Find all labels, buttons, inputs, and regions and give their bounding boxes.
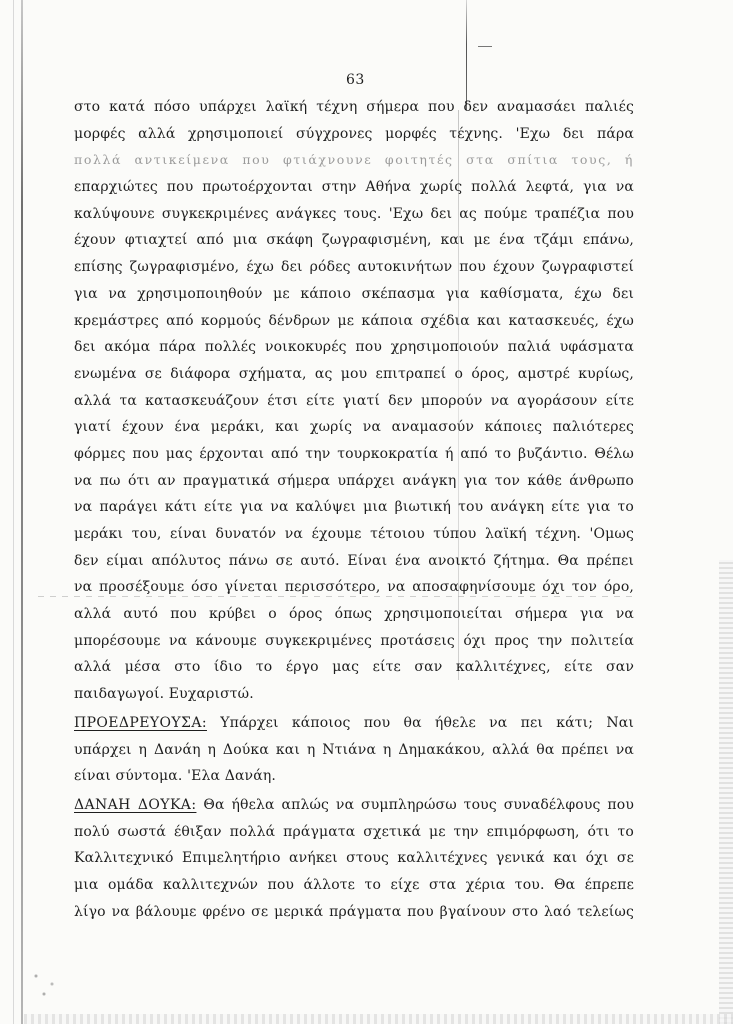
speaker-first-line: Θα ήθελα απλώς να συμπληρώσω τους συναδέλφους που <box>203 796 634 813</box>
text-line: αλλά τα κατασκευάζουν έτσι είτε γιατί δεν μπορούν να αγοράσουν είτε <box>74 392 634 409</box>
speaker-first-line: Υπάρχει κάποιος που θα ήθελε να πει κάτι; Ναι <box>220 714 634 731</box>
speaker-name: ΠΡΟΕΔΡΕΥΟΥΣΑ: <box>74 714 207 731</box>
text-line: να πω ότι αν πραγματικά σήμερα υπάρχει ανάγκη για τον κάθε άνθρωπο <box>74 472 634 489</box>
text-line: στο κατά πόσο υπάρχει λαϊκή τέχνη σήμερα που δεν αναμασάει παλιές <box>74 99 634 115</box>
page-number: 63 <box>346 72 365 88</box>
scan-noise-bottom <box>24 1014 733 1024</box>
speaker-name: ΔΑΝΑΗ ΔΟΥΚΑ: <box>74 796 197 813</box>
text-line: παιδαγωγοί. Ευχαριστώ. <box>74 686 254 703</box>
text-line: φόρμες που μας έρχονται από την τουρκοκρατία ή από το βυζάντιο. Θέλω <box>74 445 634 462</box>
text-line: μεράκι του, είναι δυνατόν να έχουμε τέτοιου τύπου λαϊκή τέχνη. 'Ομως <box>74 526 634 542</box>
scan-mark <box>478 46 492 47</box>
text-line-faded: πολλά αντικείμενα που φτιάχνουνε φοιτητές στα σπίτια τους, ή <box>74 152 634 168</box>
text-line: Καλλιτεχνικό Επιμελητήριο ανήκει στους καλλιτέχνες γενικά και όχι σε <box>74 850 634 867</box>
binding-margin-line <box>21 0 23 1024</box>
scan-specks <box>24 960 64 1000</box>
text-line: κρεμάστρες από κορμούς δένδρων με κάποια σχέδια και κατασκευές, έχω <box>74 312 634 329</box>
text-line: να προσέξουμε όσο γίνεται περισσότερο, να αποσαφηνίσουμε όχι τον όρο, <box>74 579 634 596</box>
text-line: επίσης ζωγραφισμένο, έχω δει ρόδες αυτοκινήτων που έχουν ζωγραφιστεί <box>74 259 634 276</box>
text-line: λίγο να βάλουμε φρένο σε μερικά πράγματα που βγαίνουν στο λαό τελείως <box>74 903 634 920</box>
text-line: δει ακόμα πάρα πολλές νοικοκυρές που χρησιμοποιούν παλιά υφάσματα <box>74 339 634 356</box>
text-line: πολύ σωστά έθιξαν πολλά πράγματα σχετικά με την επιμόρφωση, ότι το <box>74 823 634 840</box>
text-line: αλλά μέσα στο ίδιο το έργο μας είτε σαν καλλιτέχνες, είτε σαν <box>74 659 634 676</box>
text-line: αλλά αυτό που κρύβει ο όρος όπως χρησιμοποιείται σήμερα για να <box>74 606 634 623</box>
text-line: καλύψουνε συγκεκριμένες ανάγκες τους. 'Εχω δει ας πούμε τραπέζια που <box>74 205 634 222</box>
text-line: μια ομάδα καλλιτεχνών που άλλοτε το είχε στα χέρια του. Θα έπρεπε <box>74 876 634 893</box>
scan-edge-line <box>13 0 14 1024</box>
text-line: για να χρησιμοποιηθούν με κάποιο σκέπασμα για καθίσματα, έχω δει <box>74 285 634 302</box>
text-line: είναι σύντομα. 'Ελα Δανάη. <box>74 768 276 785</box>
text-line: δεν είμαι απόλυτος πάνω σε αυτό. Είναι ένα ανοικτό ζήτημα. Θα πρέπει <box>74 552 634 569</box>
text-line: μορφές αλλά χρησιμοποιεί σύγχρονες μορφές τέχνης. 'Εχω δει πάρα <box>74 125 634 142</box>
speaker-turn-danae-douka <box>74 792 634 819</box>
scan-noise-right <box>719 560 733 1024</box>
body-text <box>74 94 634 925</box>
text-line: γιατί έχουν ένα μεράκι, και χωρίς να αναμασούν κάποιες παλιότερες <box>74 419 634 436</box>
text-line: επαρχιώτες που πρωτοέρχονται στην Αθήνα χωρίς πολλά λεφτά, για να <box>74 179 634 196</box>
text-line: ενωμένα σε διάφορα σχήματα, ας μου επιτραπεί ο όρος, αμστρέ κυρίως, <box>74 365 634 382</box>
text-line: υπάρχει η Δανάη η Δούκα και η Ντιάνα η Δημακάκου, αλλά θα πρέπει να <box>74 741 634 758</box>
text-line: να παράγει κάτι είτε για να καλύψει μια βιωτική του ανάγκη είτε για το <box>74 499 634 516</box>
text-line: μπορέσουμε να κάνουμε συγκεκριμένες προτάσεις όχι προς την πολιτεία <box>74 632 634 649</box>
text-line: έχουν φτιαχτεί από μια σκάφη ζωγραφισμένη, και με ένα τζάμι επάνω, <box>74 232 634 249</box>
speaker-turn-chair <box>74 710 634 737</box>
